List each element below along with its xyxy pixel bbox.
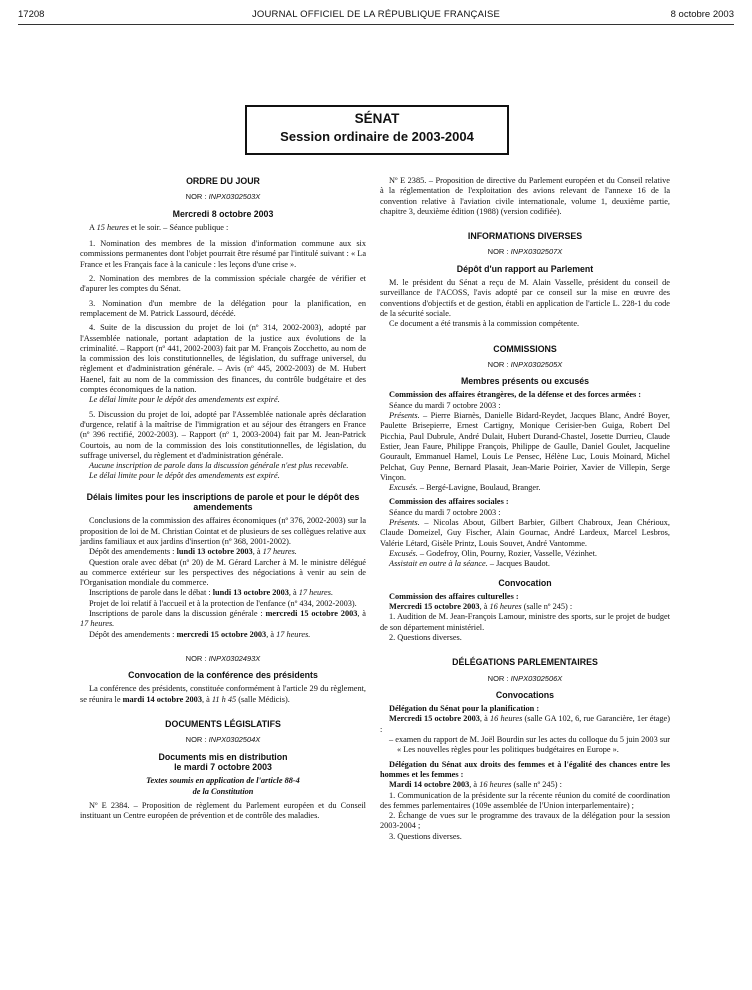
paragraph: Inscriptions de parole dans le débat : lundi 13 octobre 2003, à 17 heures.	[89, 588, 334, 598]
paragraph: 1. Audition de M. Jean-François Lamour, ministre des sports, sur le projet de budget de son département ministériel.	[380, 612, 670, 632]
paragraph: 2. Questions diverses.	[389, 632, 462, 642]
masthead-box	[245, 105, 509, 155]
paragraph: Présents. – Pierre Biarnès, Danielle Bidard-Reydet, Jacques Blanc, André Boyer, Paulette Brisepierre, Ernest Cartigny, Monique Cerisier-ben Guiga, Robert Del Picchia, Paul Dubrule, André Dulait, Hubert Durand-Chastel, Josette Durrieu, Claude Estier, Jean Faure, Philippe François, Philippe de Gaulle, Daniel Goulet, Jacqueline Gourault, Emmanuel Hamel, Louis Le Pensec, Hélène Luc, Louis Moinard, Michel Pelchat, Guy Penne, Bernard Plasait, Jean-Marie Poirier, Xavier de Villepin, Serge Vinçon.	[380, 411, 670, 482]
masthead-subtitle: Session ordinaire de 2003-2004	[280, 129, 474, 144]
list-item: – examen du rapport de M. Joël Bourdin sur les actes du colloque du 5 juin 2003 sur « Les nouvelles règles pour les politiques budgétaires en Europe ».	[389, 735, 670, 755]
nor-reference: NOR : INPX0302506X	[487, 673, 563, 683]
section-title-documents: DOCUMENTS LÉGISLATIFS	[165, 719, 281, 730]
agenda-item-4: 4. Suite de la discussion du projet de loi (nº 314, 2002-2003), adopté par l'Assemblée nationale, portant adaptation de la justice aux évolutions de la criminalité. – Rapport (nº 441, 2002-2003) fait par M. François Zocchetto, au nom de la commission des lois constitutionnelles, de législation, du suffrage universel, du règlement et d'administration générale. – Avis (nº 445, 2002-2003) de M. Hubert Haenel, fait au nom de la commission des finances, du contrôle budgétaire et des comptes économiques de la nation.	[80, 323, 366, 395]
agenda-item-5-note: Aucune inscription de parole dans la discussion générale n'est plus recevable.	[89, 461, 349, 471]
issue-date: 8 octobre 2003	[670, 9, 734, 20]
documents-subtitle: Textes soumis en application de l'article 88-4	[146, 776, 300, 786]
section-title-informations: INFORMATIONS DIVERSES	[467, 231, 583, 242]
paragraph: M. le président du Sénat a reçu de M. Alain Vasselle, président du conseil de surveillance de l'ACOSS, l'avis adopté par ce conseil sur la mise en œuvre des conventions d'objectifs et de gestion, établi en application de l'article L. 228-1 du code de la sécurité sociale.	[380, 278, 670, 318]
paragraph: Dépôt des amendements : mercredi 15 octobre 2003, à 17 heures.	[89, 629, 311, 639]
paragraph: Excusés. – Bergé-Lavigne, Boulaud, Branger.	[389, 483, 541, 493]
paragraph: Mercredi 15 octobre 2003, à 16 heures (salle GA 102, 6, rue Garancière, 1er étage) :	[380, 714, 670, 734]
agenda-item-2: 2. Nomination des membres de la commission spéciale chargée de vérifier et d'apurer les comptes du Sénat.	[80, 274, 366, 294]
commission-title: Commission des affaires culturelles :	[389, 591, 519, 601]
page-number: 17208	[18, 9, 45, 20]
paragraph: Ce document a été transmis à la commission compétente.	[389, 319, 580, 329]
section-title-ordre: ORDRE DU JOUR	[186, 176, 260, 186]
agenda-date: Mercredi 8 octobre 2003	[172, 208, 274, 219]
left-column	[80, 176, 366, 821]
documents-subtitle: Documents mis en distribution	[158, 751, 288, 762]
paragraph: Inscriptions de parole dans la discussion générale : mercredi 15 octobre 2003, à 17 heures.	[80, 608, 366, 629]
commission-title: Commission des affaires étrangères, de la défense et des forces armées :	[389, 390, 642, 400]
agenda-item-3: 3. Nomination d'un membre de la délégation pour la planification, en remplacement de M. Patrick Lassourd, décédé.	[80, 298, 366, 318]
paragraph: Assistait en outre à la séance. – Jacques Baudot.	[389, 559, 550, 569]
nor-reference: NOR : INPX0302493X	[185, 653, 261, 663]
section-title-membres: Membres présents ou excusés	[460, 376, 590, 387]
paragraph: Mercredi 15 octobre 2003, à 16 heures (salle nº 245) :	[389, 602, 573, 612]
section-title-convocations: Convocations	[495, 689, 555, 700]
paragraph: Nº E 2385. – Proposition de directive du Parlement européen et du Conseil relative à la réglementation de l'exploitation des avions relevant de l'annexe 16 de la convention relative à l'aviation civile internationale, volume 1, deuxième partie, chapitre 3, deuxième édition (1988) (version codifiée).	[380, 176, 670, 216]
paragraph: 3. Questions diverses.	[389, 831, 462, 841]
section-title-depot: Dépôt d'un rapport au Parlement	[456, 263, 594, 274]
documents-subtitle: de la Constitution	[192, 786, 254, 796]
paragraph: 1. Communication de la présidente sur la récente réunion du comité de coordination des femmes parlementaires (109e assemblée de l'Union interparlementaire) ;	[380, 790, 670, 810]
seance-line: A 15 heures et le soir. – Séance publique :	[89, 222, 229, 232]
nor-reference: NOR : INPX0302503X	[185, 192, 261, 202]
paragraph: Dépôt des amendements : lundi 13 octobre 2003, à 17 heures.	[89, 547, 297, 557]
nor-reference: NOR : INPX0302507X	[487, 247, 563, 257]
nor-reference: NOR : INPX0302504X	[185, 735, 261, 745]
page-header	[18, 7, 734, 23]
paragraph: Séance du mardi 7 octobre 2003 :	[389, 400, 501, 410]
paragraph: Nº E 2384. – Proposition de règlement du Parlement européen et du Conseil instituant un Centre européen de prévention et de contrôle des maladies.	[80, 800, 366, 821]
section-title-delegations: DÉLÉGATIONS PARLEMENTAIRES	[452, 657, 598, 668]
paragraph: Présents. – Nicolas About, Gilbert Barbier, Gilbert Chabroux, Jean Chérioux, Claude Domeizel, Guy Fischer, Alain Gournac, André Lardeux, Marcel Lesbros, Valérie Létard, Gisèle Printz, Louis Souvet, André Vantomme.	[380, 518, 670, 548]
delegation-title: Délégation du Sénat aux droits des femmes et à l'égalité des chances entre les hommes et les femmes :	[380, 759, 670, 779]
agenda-item-1: 1. Nomination des membres de la mission d'information commune aux six commissions permanentes dont l'objet pourrait être résumé par l'intitulé suivant : « La France et les Français face à la canicule : les leçons d'une crise ».	[80, 239, 366, 269]
section-title-commissions: COMMISSIONS	[493, 343, 557, 354]
header-rule	[18, 24, 734, 25]
agenda-item-5: 5. Discussion du projet de loi, adopté par l'Assemblée nationale après déclaration d'urgence, relatif à la maîtrise de l'immigration et au séjour des étrangers en France (nº 396 rectifié, 2002-2003). – Rapport (nº 1, 2003-2004) fait par M. Jean-Patrick Courtois, au nom de la commission des lois constitutionnelles, de législation, du suffrage universel, du règlement et d'administration générale.	[80, 409, 366, 460]
paragraph: Mardi 14 octobre 2003, à 16 heures (salle nº 245) :	[389, 780, 562, 790]
nor-reference: NOR : INPX0302505X	[487, 359, 563, 369]
paragraph: Conclusions de la commission des affaires économiques (nº 376, 2002-2003) sur la proposition de loi de M. Christian Cointat et de plusieurs de ses collègues relative aux jardins familiaux et aux jardins d'insertion (nº 368, 2001-2002).	[80, 516, 366, 546]
delegation-title: Délégation du Sénat pour la planification :	[389, 704, 540, 714]
commission-title: Commission des affaires sociales :	[389, 497, 509, 507]
section-title-delais: Délais limites pour les inscriptions de parole et pour le dépôt des amendements	[86, 491, 360, 513]
right-column	[380, 176, 670, 842]
section-title-convocation: Convocation de la conférence des présidents	[128, 670, 318, 681]
paragraph: 2. Échange de vues sur le programme des travaux de la délégation pour la session 2003-2004 ;	[380, 811, 670, 831]
paragraph: La conférence des présidents, constituée conformément à l'article 29 du règlement, se réunira le mardi 14 octobre 2003, à 11 h 45 (salle Médicis).	[80, 684, 366, 704]
paragraph: Projet de loi relatif à l'accueil et à la protection de l'enfance (nº 434, 2002-2003).	[89, 598, 357, 608]
section-title-convocation: Convocation	[498, 577, 552, 588]
documents-subtitle: le mardi 7 octobre 2003	[174, 761, 272, 772]
paragraph: Excusés. – Godefroy, Olin, Pourny, Rozier, Vasselle, Vézinhet.	[389, 548, 597, 558]
agenda-item-4-note: Le délai limite pour le dépôt des amendements est expiré.	[89, 395, 280, 405]
paragraph: Question orale avec débat (nº 20) de M. Gérard Larcher à M. le ministre délégué au commerce extérieur sur les perspectives des négociations à venir au sein de l'Organisation mondiale du commerce.	[80, 557, 366, 588]
masthead-title: SÉNAT	[354, 111, 400, 126]
journal-title: JOURNAL OFFICIEL DE LA RÉPUBLIQUE FRANÇAISE	[251, 9, 501, 20]
paragraph: Séance du mardi 7 octobre 2003 :	[389, 507, 501, 517]
agenda-item-5-note: Le délai limite pour le dépôt des amendements est expiré.	[89, 471, 280, 481]
